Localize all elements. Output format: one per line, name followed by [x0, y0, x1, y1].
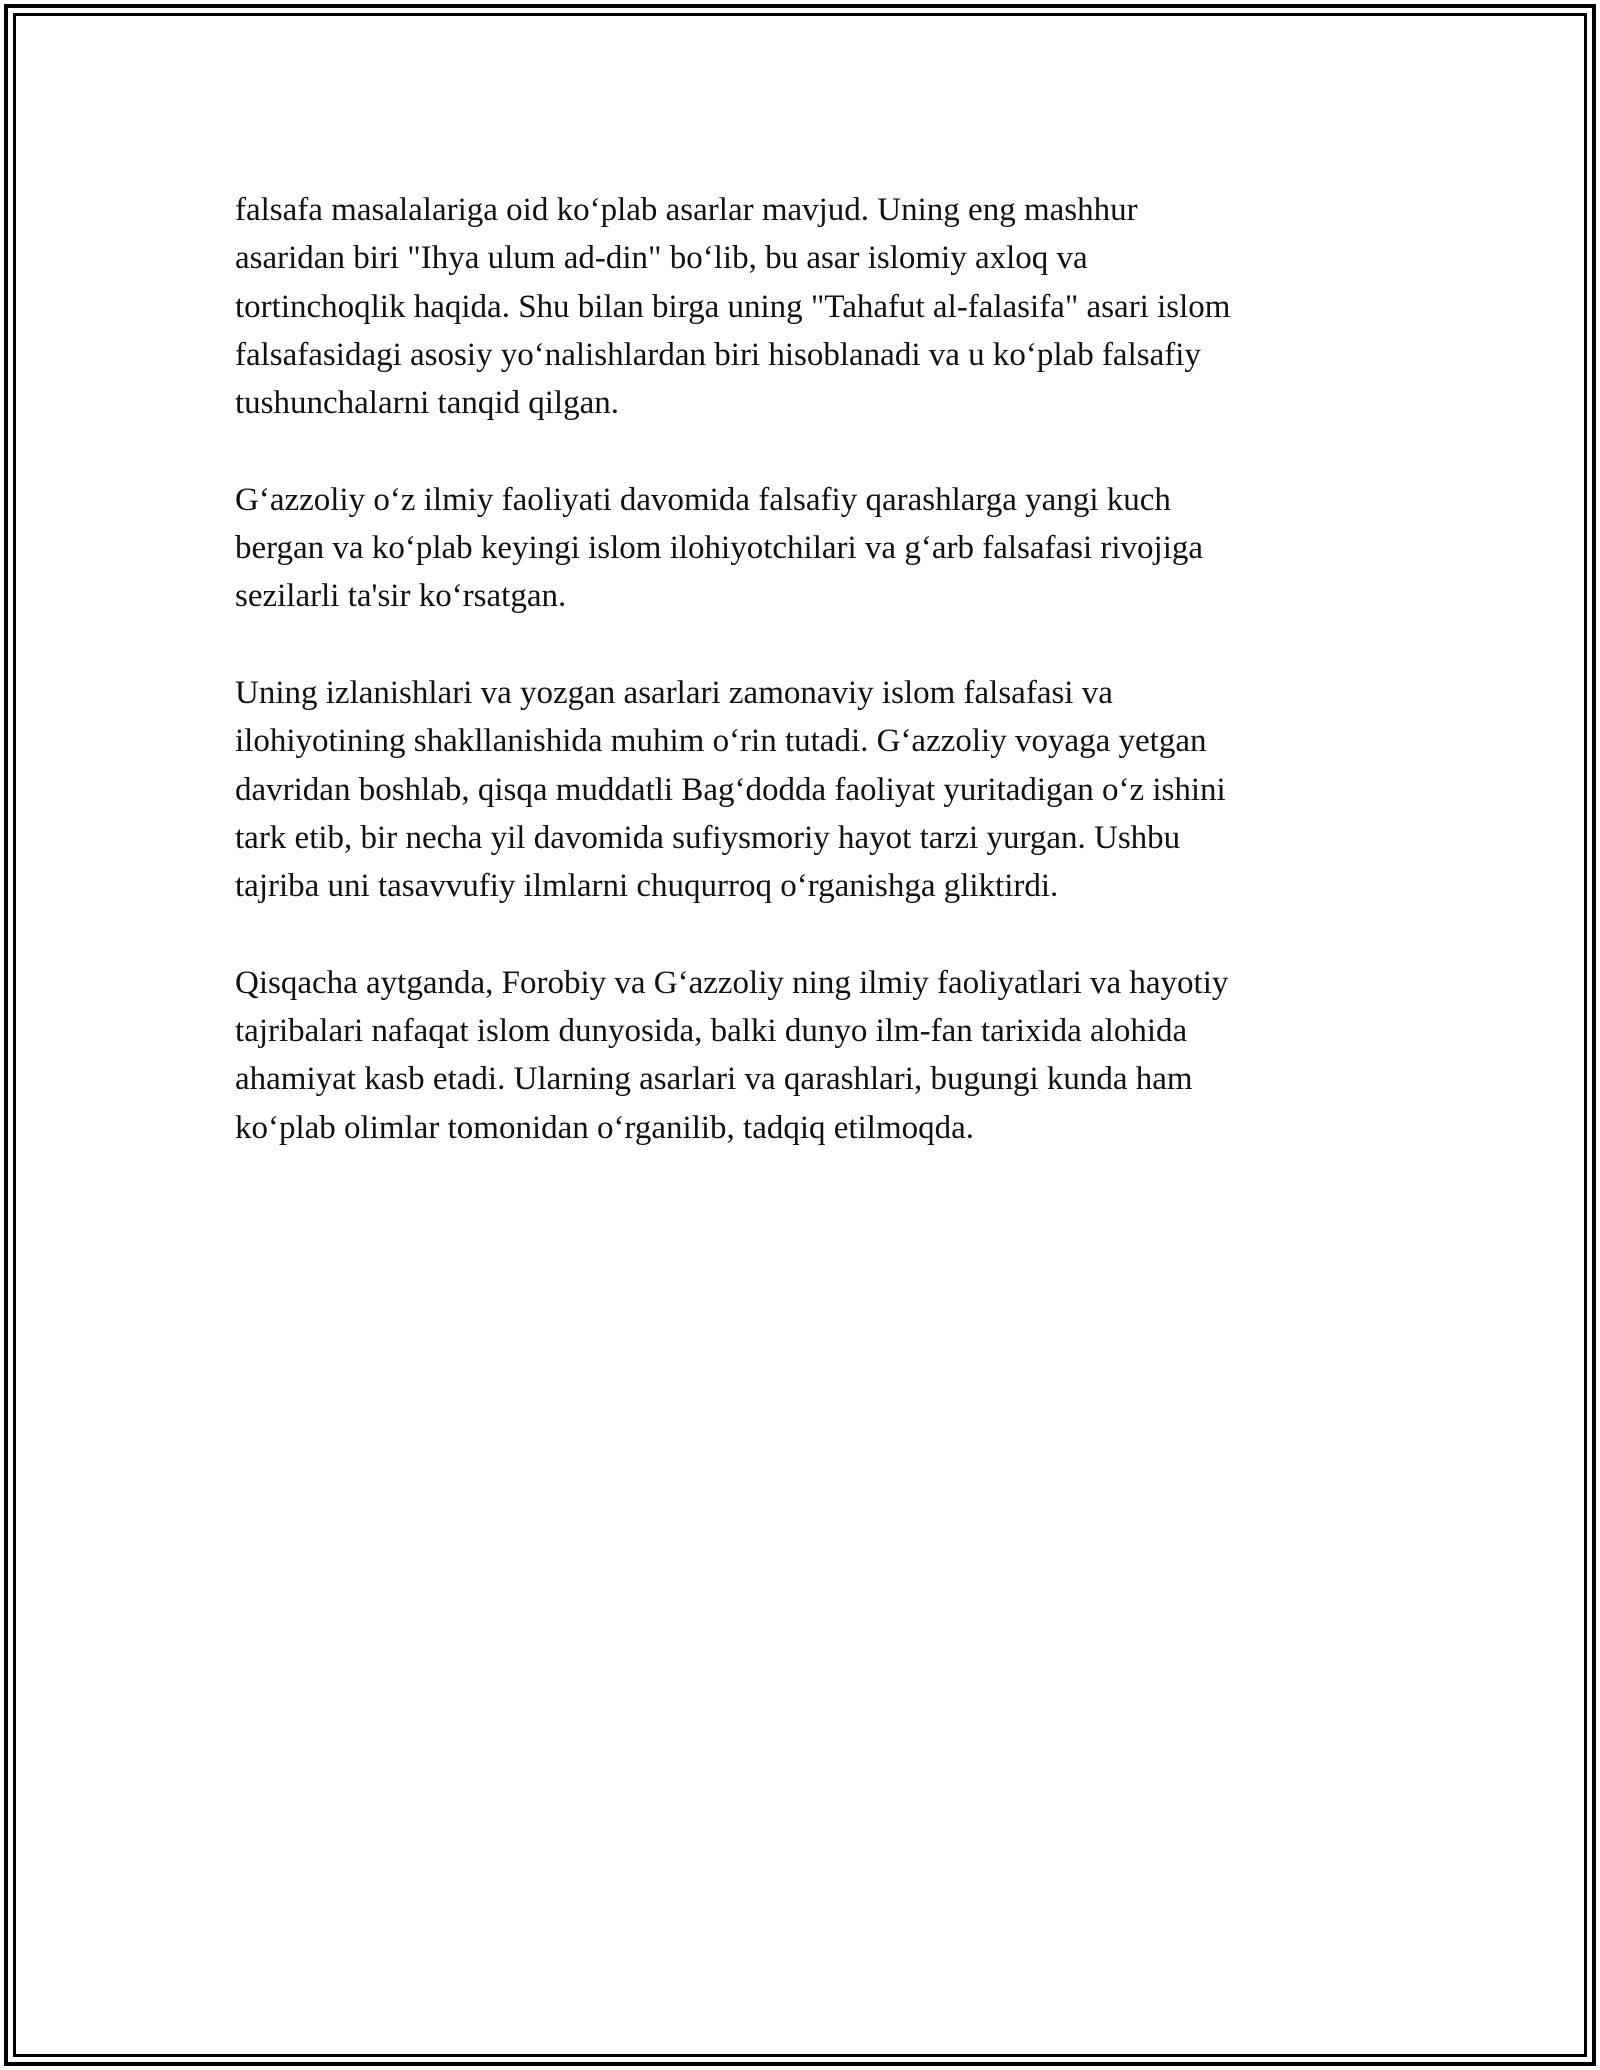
paragraph: falsafa masalalariga oid ko‘plab asarlar mavjud. Uning eng mashhur asaridan biri "Ihya ulum ad-din" bo‘lib, bu asar islomiy axloq va tortinchoqlik haqida. Shu bilan birga uning "Tahafut al-falasifa" asari islom falsafasidagi asosiy yo‘nalishlardan biri hisoblanadi va u ko‘plab falsafiy tushunchalarni tanqid qilgan. — [235, 192, 1231, 422]
paragraph: Qisqacha aytganda, Forobiy va G‘azzoliy ning ilmiy faoliyatlari va hayotiy tajribalari nafaqat islom dunyosida, balki dunyo ilm-fan tarixida alohida ahamiyat kasb etadi. Ularning asarlari va qarashlari, bugungi kunda ham ko‘plab olimlar tomonidan o‘rganilib, tadqiq etilmoqda. — [235, 964, 1229, 1146]
paragraph: Uning izlanishlari va yozgan asarlari zamonaviy islom falsafasi va ilohiyotining shakllanishida muhim o‘rin tutadi. G‘azzoliy voyaga yetgan davridan boshlab, qisqa muddatli Bag‘dodda faoliyat yuritadigan o‘z ishini tark etib, bir necha yil davomida sufiysmoriy hayot tarzi yurgan. Ushbu tajriba uni tasavvufiy ilmlarni chuqurroq o‘rganishga gliktirdi. — [235, 674, 1226, 905]
document-body — [235, 186, 1375, 1152]
paragraph: G‘azzoliy o‘z ilmiy faoliyati davomida falsafiy qarashlarga yangi kuch bergan va ko‘plab keyingi islom ilohiyotchilari va g‘arb falsafasi rivojiga sezilarli ta'sir ko‘rsatgan. — [235, 481, 1204, 615]
